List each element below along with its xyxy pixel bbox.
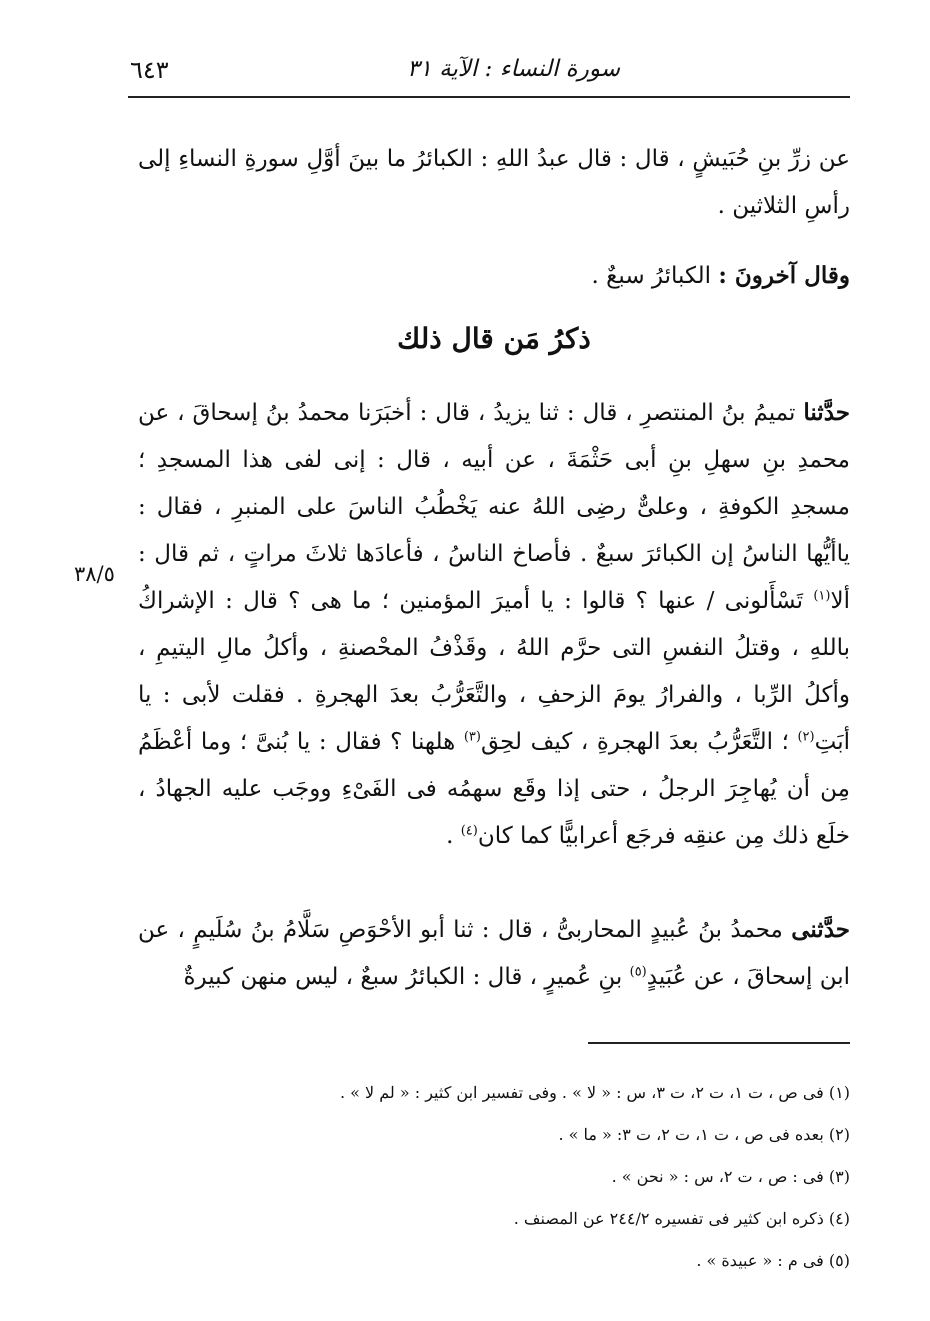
margin-reference: ٣٨/٥ <box>74 562 115 586</box>
footnote-3: (٣) فى : ص ، ت ٢، س : « نحن » . <box>611 1167 850 1186</box>
footnote-4: (٤) ذكره ابن كثير فى تفسيره ٢٤٤/٢ عن المصنف . <box>513 1209 850 1228</box>
footnote-mark-2[interactable]: (٢) <box>797 729 815 745</box>
paragraph-3-part-c: ؛ التَّعَرُّبُ بعدَ الهجرةِ ، كيف لحِق <box>480 729 798 755</box>
paragraph-4-lead: حدَّثنى <box>791 916 850 943</box>
header-title: سورة النساء : الآية ٣١ <box>407 56 620 82</box>
paragraph-1 <box>138 136 850 230</box>
paragraph-3-part-a: تميمُ بنُ المنتصرِ ، قال : ثنا يزيدُ ، قال : أخبَرَنا محمدُ بنُ إسحاقَ ، عن محمدِ بنِ سهلِ بنِ أبى حَثْمَةَ ، عن أبيه ، قال : إنى لفى هذا المسجدِ ؛ مسجدِ الكوفةِ ، وعلىٌّ رضِى اللهُ عنه يَخْطُبُ الناسَ على المنبرِ ، فقال : ياأيُّها الناسُ إن الكبائرَ سبعٌ . فأصاخ الناسُ ، فأعادَها ثلاثَ مراتٍ ، ثم قال : ألا <box>138 400 850 614</box>
footnote-5: (٥) فى م : « عبيدة » . <box>696 1251 850 1270</box>
paragraph-3-part-e: . <box>446 823 461 849</box>
paragraph-3-part-d: هلهنا ؟ فقال : يا بُنىَّ ؛ وما أعْظَمُ مِن أن يُهاجِرَ الرجلُ ، حتى إذا وقَع سهمُه فى الفَىْءِ ووجَب عليه الجهادُ ، خلَع ذلك مِن عنقِه فرجَع أعرابيًّا كما كان <box>138 729 850 849</box>
paragraph-4-part-b: بنِ عُميرٍ ، قال : الكبائرُ سبعٌ ، ليس منهن كبيرةٌ <box>183 964 630 990</box>
paragraph-2 <box>138 252 850 300</box>
paragraph-3 <box>138 389 850 860</box>
running-header <box>128 52 850 100</box>
page-number: ٦٤٣ <box>130 56 169 84</box>
section-heading: ذكرُ مَن قال ذلك <box>397 322 591 355</box>
paragraph-3-part-b: تَسْأَلونى / عنها ؟ قالوا : يا أميرَ المؤمنين ؛ ما هى ؟ قال : الإشراكُ باللهِ ، وقتلُ النفسِ التى حرَّم اللهُ ، وقَذْفُ المحْصنةِ ، وأكلُ مالِ اليتيمِ ، وأكلُ الرِّبا ، والفرارُ يومَ الزحفِ ، والتَّعَرُّبُ بعدَ الهجرةِ . فقلت لأبى : يا أبَتِ <box>138 588 850 755</box>
footnote-mark-3[interactable]: (٣) <box>463 729 481 745</box>
paragraph-2-lead: وقال آخرونَ : <box>718 262 850 289</box>
paragraph-4 <box>138 906 850 1001</box>
footnote-2: (٢) بعده فى ص ، ت ١، ت ٢، ت ٣: « ما » . <box>558 1125 850 1144</box>
paragraph-3-lead: حدَّثنا <box>803 399 850 426</box>
footnote-1: (١) فى ص ، ت ١، ت ٢، ت ٣، س : « لا » . وفى تفسير ابن كثير : « لم لا » . <box>340 1083 850 1102</box>
footnote-mark-5[interactable]: (٥) <box>629 964 647 980</box>
paragraph-1-text: عن زرِّ بنِ حُبَيشٍ ، قال : قال عبدُ اللهِ : الكبائرُ ما بينَ أوَّلِ سورةِ النساءِ إلى رأسِ الثلاثين . <box>138 146 850 219</box>
paragraph-2-text: الكبائرُ سبعٌ . <box>591 263 719 289</box>
footnote-divider <box>588 1042 850 1044</box>
header-divider <box>128 96 850 98</box>
footnote-mark-1[interactable]: (١) <box>813 588 831 604</box>
footnote-mark-4[interactable]: (٤) <box>460 823 478 839</box>
paragraph-4-part-a: محمدُ بنُ عُبيدٍ المحاربىُّ ، قال : ثنا أبو الأحْوَصِ سَلَّامُ بنُ سُلَيمٍ ، عن ابن إسحاقَ ، عن عُبَيدٍ <box>138 917 850 990</box>
footnotes <box>138 1072 850 1282</box>
